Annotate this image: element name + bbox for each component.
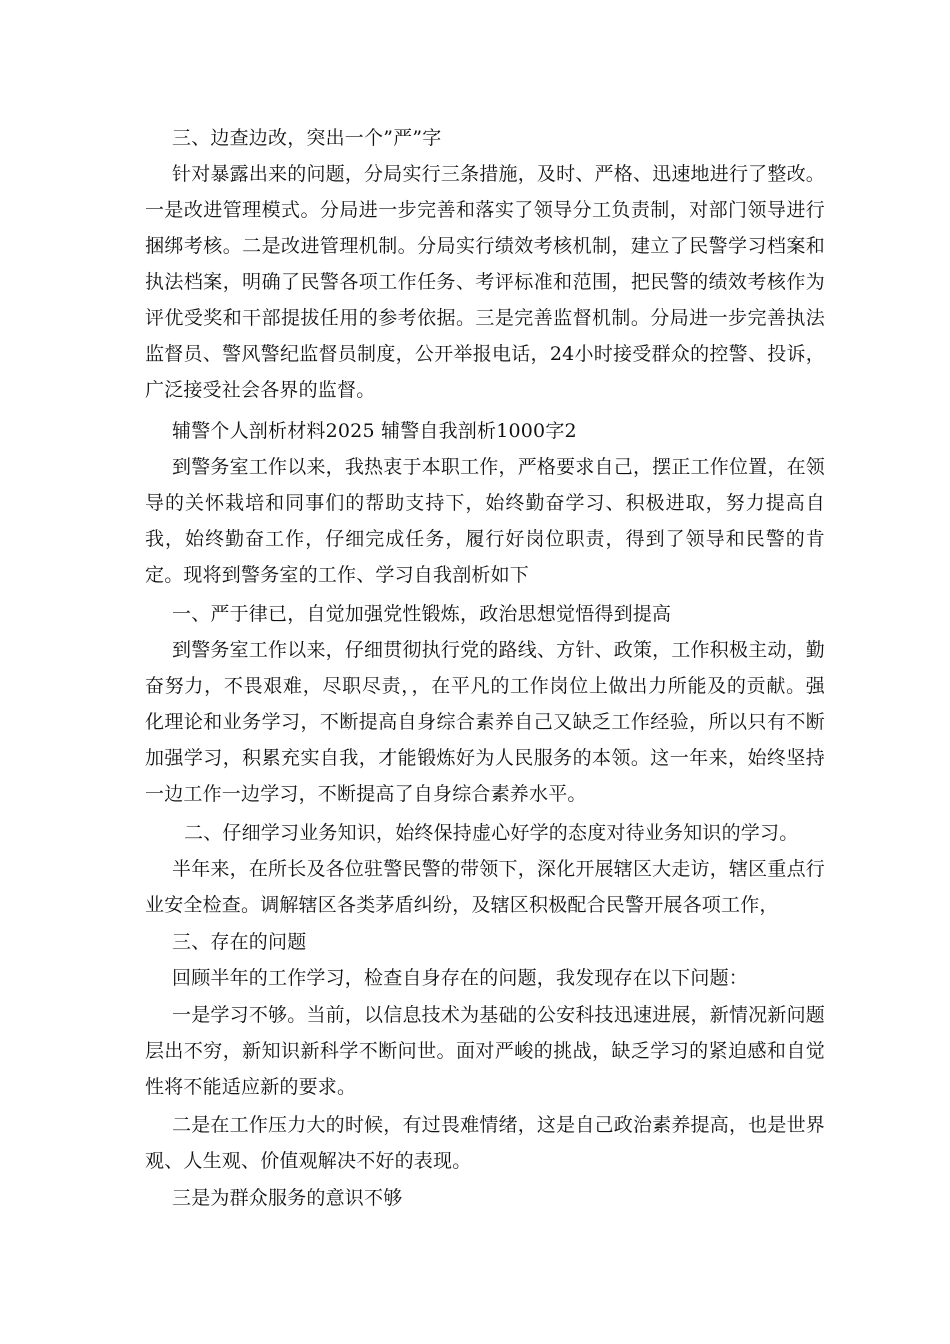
paragraph-review: 回顾半年的工作学习，检查自身存在的问题，我发现存在以下问题： [172,967,749,989]
section-heading-business-knowledge: 二、仔细学习业务知识，始终保持虚心好学的态度对待业务知识的学习。 [184,822,799,844]
paragraph-political-study: 到警务室工作以来，仔细贯彻执行党的路线、方针、政策，工作积极主动，勤奋努力，不畏艰难，尽职尽责，，在平凡的工作岗位上做出力所能及的贡献。强化理论和业务学习，不断提高自身综合素养自己又缺乏工作经验，所以只有不断加强学习，积累充实自我，才能锻炼好为人民服务的本领。这一年来，始终坚持一边工作一边学习，不断提高了自身综合素养水平。 [145,639,825,805]
section-heading-inspect-and-correct: 三、边查边改，突出一个”严”字 [172,127,442,149]
section-heading-existing-problems: 三、存在的问题 [172,931,307,953]
section-heading-self-discipline: 一、严于律已，自觉加强党性锻炼，政治思想觉悟得到提高 [172,603,672,625]
paragraph-half-year-work: 半年来，在所长及各位驻警民警的带领下，深化开展辖区大走访，辖区重点行业安全检查。调解辖区各类茅盾纠纷，及辖区积极配合民警开展各项工作， [145,858,825,916]
paragraph-problem-two: 二是在工作压力大的时候，有过畏难情绪，这是自己政治素养提高，也是世界观、人生观、价值观解决不好的表现。 [145,1114,825,1172]
paragraph-problem-three: 三是为群众服务的意识不够 [172,1187,403,1209]
paragraph-problem-one: 一是学习不够。当前，以信息技术为基础的公安科技迅速进展，新情况新问题层出不穷，新知识新科学不断问世。面对严峻的挑战，缺乏学习的紧迫感和自觉性将不能适应新的要求。 [145,1004,825,1098]
paragraph-introduction: 到警务室工作以来，我热衷于本职工作，严格要求自己，摆正工作位置，在领导的关怀栽培和同事们的帮助支持下，始终勤奋学习、积极进取，努力提高自我，始终勤奋工作，仔细完成任务，履行好岗位职责，得到了领导和民警的肯定。现将到警务室的工作、学习自我剖析如下 [145,456,825,586]
paragraph-rectification-measures: 针对暴露出来的问题，分局实行三条措施，及时、严格、迅速地进行了整改。一是改进管理模式。分局进一步完善和落实了领导分工负责制，对部门领导进行捆绑考核。二是改进管理机制。分局实行绩效考核机制，建立了民警学习档案和执法档案，明确了民警各项工作任务、考评标准和范围，把民警的绩效考核作为评优受奖和干部提拔任用的参考依据。三是完善监督机制。分局进一步完善执法监督员、警风警纪监督员制度，公开举报电话，24小时接受群众的控警、投诉，广泛接受社会各界的监督。 [145,163,825,401]
article-title: 辅警个人剖析材料2025 辅警自我剖析1000字2 [172,420,577,442]
